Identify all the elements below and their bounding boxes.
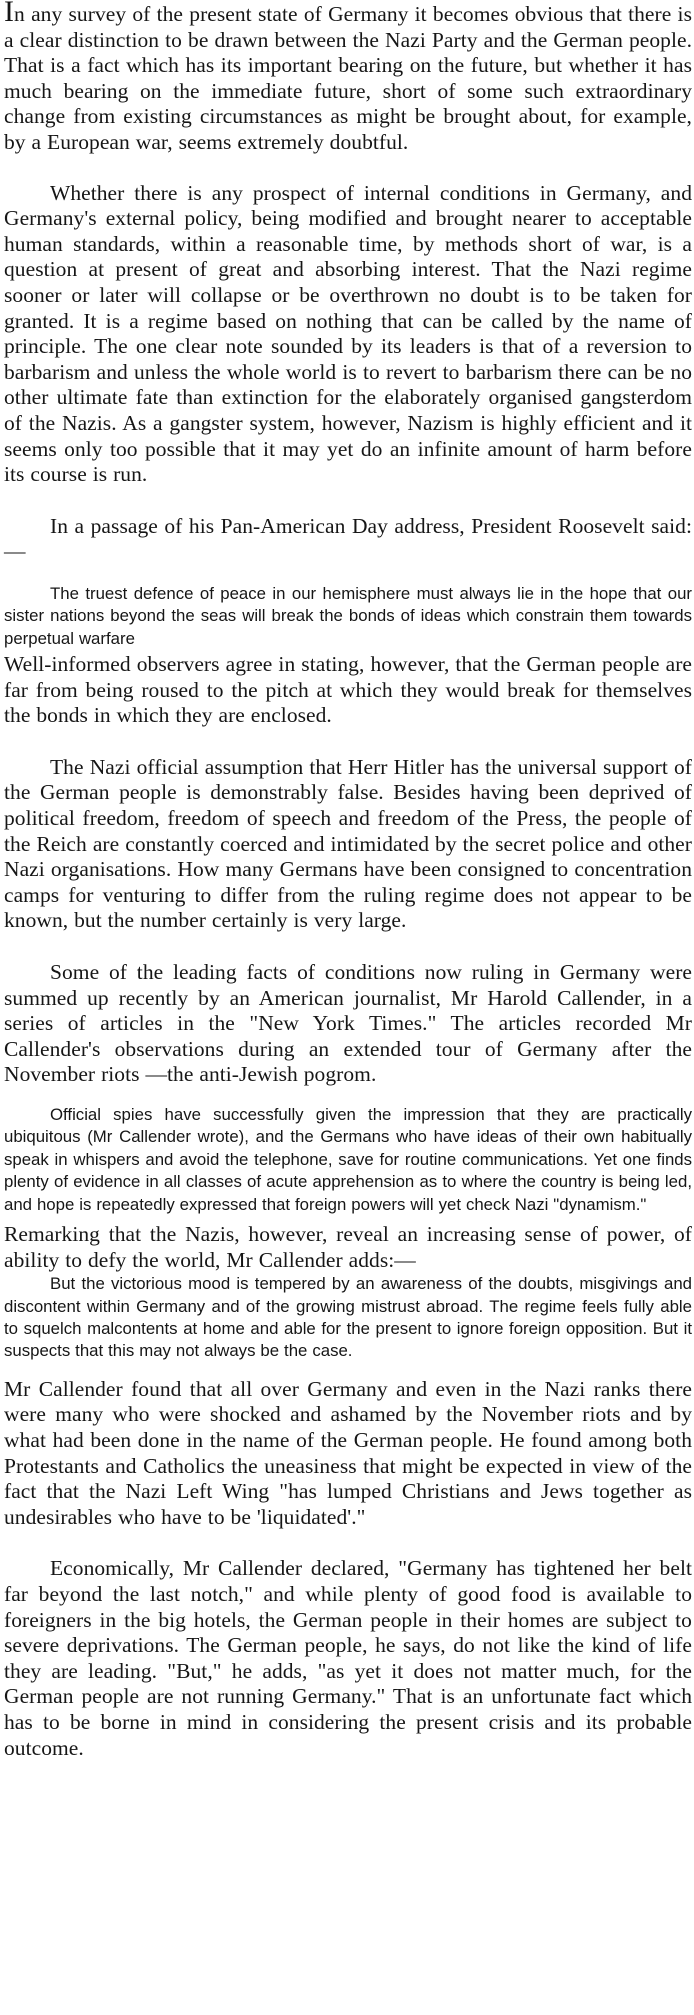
paragraph-internal-conditions: Whether there is any prospect of internal conditions in Germany, and Germany's external policy, being modified and brought nearer to acceptable human standards, within a reasonable time, by methods short of war, is a question at present of great and absorbing interest. That the Nazi regime sooner or later will collapse or be overthrown no doubt is to be taken for granted. It is a regime based on nothing that can be called by the name of principle. The one clear note sounded by its leaders is that of a reversion to barbarism and unless the whole world is to revert to barbarism there can be no other ultimate fate than extinction for the elaborately organised gangsterdom of the Nazis. As a gangster system, however, Nazism is highly efficient and it seems only too possible that it may yet do an infinite amount of harm before its course is run. <box>4 180 692 487</box>
quote-roosevelt: The truest defence of peace in our hemisphere must always lie in the hope that our sister nations beyond the seas will break the bonds of ideas which constrain them towards perpetual warfare <box>4 583 692 648</box>
quote-official-spies: Official spies have successfully given the impression that they are practically ubiquitous (Mr Callender wrote), and the Germans who have ideas of their own habitually speak in whispers and avoid the telephone, save for routine communications. Yet one finds plenty of evidence in all classes of acute apprehension as to where the country is being led, and hope is repeatedly expressed that foreign powers will yet check Nazi "dynamism." <box>4 1105 692 1214</box>
paragraph-nazi-assumption: The Nazi official assumption that Herr Hitler has the universal support of the German people is demonstrably false. Besides having been deprived of political freedom, freedom of speech and freedom of the Press, the people of the Reich are constantly coerced and intimidated by the secret police and other Nazi organisations. How many Germans have been consigned to concentration camps for venturing to differ from the ruling regime does not appear to be known, but the number certainly is very large. <box>4 754 692 933</box>
paragraph-callender-intro: Some of the leading facts of conditions now ruling in Germany were summed up recently by an American journalist, Mr Harold Callender, in a series of articles in the "New York Times." The articles recorded Mr Callender's observations during an extended tour of Germany after the November riots —the anti-Jewish pogrom. <box>4 960 692 1087</box>
paragraph-economically: Economically, Mr Callender declared, "Germany has tightened her belt far beyond the last notch," and while plenty of good food is available to foreigners in the big hotels, the German people in their homes are subject to severe deprivations. The German people, he says, do not like the kind of life they are leading. "But," he adds, "as yet it does not matter much, for the German people are not running Germany." That is an unfortunate fact which has to be borne in mind in considering the present crisis and its probable outcome. <box>4 1556 692 1760</box>
quote-victorious-mood: But the victorious mood is tempered by an awareness of the doubts, misgivings and discontent within Germany and of the growing mistrust abroad. The regime feels fully able to squelch malcontents at home and able for the present to ignore foreign opposition. But it suspects that this may not always be the case. <box>4 1274 692 1361</box>
paragraph-roosevelt-intro: In a passage of his Pan-American Day address, President Roosevelt said:— <box>4 513 692 564</box>
paragraph-observers: Well-informed observers agree in stating, however, that the German people are far from being roused to the pitch at which they would break for themselves the bonds in which they are enclosed. <box>4 652 692 728</box>
paragraph-callender-found: Mr Callender found that all over Germany and even in the Nazi ranks there were many who were shocked and ashamed by the November riots and by what had been done in the name of the German people. He found among both Protestants and Catholics the uneasiness that might be expected in view of the fact that the Nazi Left Wing "has lumped Christians and Jews together as undesirables who have to be 'liquidated'." <box>4 1376 692 1529</box>
article <box>4 2 692 1761</box>
paragraph-intro: In any survey of the present state of Germany it becomes obvious that there is a clear distinction to be drawn between the Nazi Party and the German people. That is a fact which has its important bearing on the future, but whether it has much bearing on the immediate future, short of some such extraordinary change from existing circumstances as might be brought about, for example, by a European war, seems extremely doubtful. <box>4 0 692 154</box>
paragraph-callender-adds: Remarking that the Nazis, however, reveal an increasing sense of power, of ability to defy the world, Mr Callender adds:— <box>4 1222 692 1272</box>
